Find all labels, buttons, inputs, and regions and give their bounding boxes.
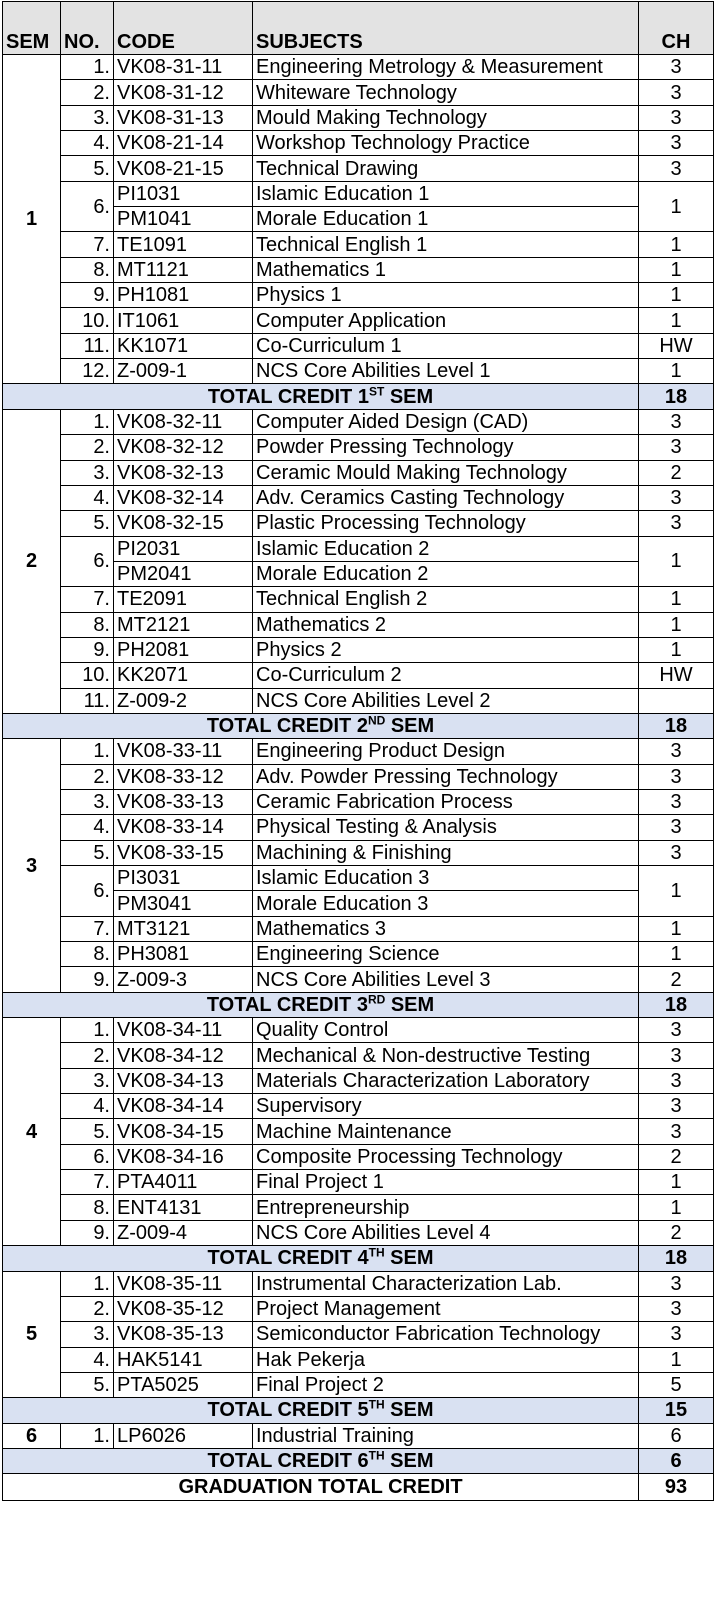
row-number: 8. (61, 942, 114, 967)
subject-name: Morale Education 2 (253, 561, 639, 586)
credit-hours: 3 (639, 409, 714, 434)
row-number: 11. (61, 688, 114, 713)
semester-number: 5 (3, 1271, 61, 1398)
subject-code: VK08-32-11 (114, 409, 253, 434)
row-number: 3. (61, 460, 114, 485)
row-number: 3. (61, 1322, 114, 1347)
graduation-total-value: 93 (639, 1474, 714, 1501)
credit-hours: 2 (639, 1144, 714, 1169)
semester-number: 4 (3, 1018, 61, 1246)
subject-code: PTA5025 (114, 1372, 253, 1397)
table-row (3, 612, 714, 637)
subject-code: PH2081 (114, 637, 253, 662)
total-label-suffix: SEM (384, 1450, 434, 1473)
subject-code: ENT4131 (114, 1195, 253, 1220)
subject-code: VK08-31-13 (114, 105, 253, 130)
credit-hours: 1 (639, 232, 714, 257)
row-number: 1. (61, 409, 114, 434)
row-number: 7. (61, 1170, 114, 1195)
total-label-suffix: SEM (384, 1399, 434, 1422)
table-row (3, 1372, 714, 1397)
credit-hours (639, 688, 714, 713)
subject-code: MT2121 (114, 612, 253, 637)
row-number: 6. (61, 1144, 114, 1169)
row-number: 11. (61, 333, 114, 358)
subject-code: VK08-32-13 (114, 460, 253, 485)
row-number: 6. (61, 181, 114, 232)
table-row (3, 308, 714, 333)
subject-code: VK08-35-11 (114, 1271, 253, 1296)
subject-code: VK08-21-14 (114, 131, 253, 156)
row-number: 6. (61, 536, 114, 587)
table-row (3, 1018, 714, 1043)
subject-name: Islamic Education 3 (253, 866, 639, 891)
subject-code: VK08-35-13 (114, 1322, 253, 1347)
total-label-suffix: SEM (384, 385, 434, 408)
credit-hours: 1 (639, 257, 714, 282)
subject-name: Final Project 2 (253, 1372, 639, 1397)
subject-code: VK08-33-14 (114, 815, 253, 840)
subject-name: Technical English 2 (253, 587, 639, 612)
subject-code: VK08-32-12 (114, 435, 253, 460)
semester-number: 3 (3, 739, 61, 992)
subject-code: VK08-34-16 (114, 1144, 253, 1169)
total-label-ordinal: TH (368, 1448, 385, 1463)
subject-name: Physical Testing & Analysis (253, 815, 639, 840)
subject-name: Workshop Technology Practice (253, 131, 639, 156)
semester-total-row (3, 992, 714, 1017)
credit-hours: 1 (639, 612, 714, 637)
semester-total-row (3, 384, 714, 409)
table-row (3, 764, 714, 789)
subject-code: VK08-33-13 (114, 789, 253, 814)
subject-name: Mathematics 1 (253, 257, 639, 282)
subject-name: Adv. Ceramics Casting Technology (253, 485, 639, 510)
credit-hours: 3 (639, 485, 714, 510)
subject-code: TE2091 (114, 587, 253, 612)
row-number: 9. (61, 283, 114, 308)
total-label-ordinal: ND (367, 713, 386, 728)
semester-total-value: 18 (639, 992, 714, 1017)
credit-hours: 1 (639, 1170, 714, 1195)
row-number: 7. (61, 587, 114, 612)
subject-name: Machining & Finishing (253, 840, 639, 865)
subject-code: KK2071 (114, 663, 253, 688)
header-subjects: SUBJECTS (253, 2, 639, 55)
credit-hours: 1 (639, 942, 714, 967)
table-row (3, 1068, 714, 1093)
row-number: 2. (61, 80, 114, 105)
semester-total-label (3, 992, 639, 1017)
semester-total-row (3, 713, 714, 738)
credit-hours: 3 (639, 815, 714, 840)
credit-hours: 1 (639, 181, 714, 232)
header-code: CODE (114, 2, 253, 55)
table-row (3, 1423, 714, 1448)
subject-code: VK08-32-14 (114, 485, 253, 510)
subject-name: Physics 1 (253, 283, 639, 308)
row-number: 1. (61, 739, 114, 764)
row-number: 1. (61, 1018, 114, 1043)
row-number: 4. (61, 131, 114, 156)
table-row (3, 587, 714, 612)
credit-hours: 3 (639, 435, 714, 460)
credit-hours: 3 (639, 1322, 714, 1347)
credit-hours: 3 (639, 131, 714, 156)
table-row (3, 283, 714, 308)
table-row (3, 1043, 714, 1068)
credit-hours: 3 (639, 156, 714, 181)
semester-total-value: 15 (639, 1398, 714, 1423)
subject-code: Z-009-3 (114, 967, 253, 992)
subject-name: Materials Characterization Laboratory (253, 1068, 639, 1093)
subject-code: VK08-33-12 (114, 764, 253, 789)
header-sem: SEM (3, 2, 61, 55)
subject-name: Morale Education 3 (253, 891, 639, 916)
row-number: 9. (61, 967, 114, 992)
semester-total-value: 18 (639, 384, 714, 409)
semester-total-label (3, 1398, 639, 1423)
table-row (3, 511, 714, 536)
credit-hours: 3 (639, 789, 714, 814)
subject-name: Powder Pressing Technology (253, 435, 639, 460)
credit-hours: 3 (639, 1043, 714, 1068)
table-row (3, 156, 714, 181)
row-number: 3. (61, 789, 114, 814)
total-label-suffix: SEM (385, 993, 435, 1016)
credit-hours: 3 (639, 55, 714, 80)
row-number: 3. (61, 105, 114, 130)
credit-hours: HW (639, 333, 714, 358)
subject-code: PM2041 (114, 561, 253, 586)
subject-name: Co-Curriculum 1 (253, 333, 639, 358)
graduation-total-row (3, 1474, 714, 1501)
subject-code: TE1091 (114, 232, 253, 257)
row-number: 4. (61, 1347, 114, 1372)
credit-hours: 1 (639, 637, 714, 662)
subject-name: Composite Processing Technology (253, 1144, 639, 1169)
subject-name: Computer Aided Design (CAD) (253, 409, 639, 434)
row-number: 12. (61, 359, 114, 384)
table-row (3, 80, 714, 105)
row-number: 5. (61, 1372, 114, 1397)
total-label-text: TOTAL CREDIT 3 (206, 993, 368, 1016)
subject-code: PM1041 (114, 207, 253, 232)
subject-code: MT3121 (114, 916, 253, 941)
total-label-ordinal: RD (367, 992, 386, 1007)
row-number: 5. (61, 840, 114, 865)
row-number: 1. (61, 55, 114, 80)
subject-code: PM3041 (114, 891, 253, 916)
row-number: 6. (61, 866, 114, 917)
total-label-text: TOTAL CREDIT 2 (206, 715, 368, 738)
subject-code: VK08-35-12 (114, 1296, 253, 1321)
table-row (3, 789, 714, 814)
subject-name: NCS Core Abilities Level 2 (253, 688, 639, 713)
subject-name: Islamic Education 1 (253, 181, 639, 206)
table-row (3, 688, 714, 713)
subject-code: VK08-21-15 (114, 156, 253, 181)
subject-code: HAK5141 (114, 1347, 253, 1372)
credit-hours: 2 (639, 460, 714, 485)
subject-name: Adv. Powder Pressing Technology (253, 764, 639, 789)
total-label-suffix: SEM (385, 715, 435, 738)
row-number: 1. (61, 1423, 114, 1448)
header-ch: CH (639, 2, 714, 55)
subject-name: Islamic Education 2 (253, 536, 639, 561)
subject-code: LP6026 (114, 1423, 253, 1448)
row-number: 5. (61, 156, 114, 181)
total-label-ordinal: TH (368, 1245, 385, 1260)
subject-name: Plastic Processing Technology (253, 511, 639, 536)
credit-hours: 3 (639, 511, 714, 536)
subject-code: Z-009-4 (114, 1220, 253, 1245)
subject-name: Mathematics 3 (253, 916, 639, 941)
credit-hours: 1 (639, 308, 714, 333)
table-row (3, 181, 714, 206)
subject-name: Engineering Metrology & Measurement (253, 55, 639, 80)
total-label-text: TOTAL CREDIT 1 (207, 385, 369, 408)
subject-code: VK08-31-11 (114, 55, 253, 80)
credit-hours: 3 (639, 1119, 714, 1144)
table-row (3, 840, 714, 865)
subject-code: PI3031 (114, 866, 253, 891)
semester-total-row (3, 1246, 714, 1271)
subject-code: IT1061 (114, 308, 253, 333)
table-row (3, 739, 714, 764)
subject-name: Entrepreneurship (253, 1195, 639, 1220)
credit-hours: 2 (639, 1220, 714, 1245)
semester-number: 6 (3, 1423, 61, 1448)
row-number: 2. (61, 435, 114, 460)
credit-hours: 1 (639, 1195, 714, 1220)
subject-code: PH1081 (114, 283, 253, 308)
credit-hours: 6 (639, 1423, 714, 1448)
table-row (3, 1220, 714, 1245)
table-row (3, 1195, 714, 1220)
table-row (3, 1094, 714, 1119)
table-row (3, 815, 714, 840)
subject-name: Final Project 1 (253, 1170, 639, 1195)
row-number: 10. (61, 308, 114, 333)
table-row (3, 460, 714, 485)
credit-hours: 1 (639, 536, 714, 587)
total-label-ordinal: ST (368, 383, 385, 398)
header-row (3, 2, 714, 55)
semester-total-value: 18 (639, 713, 714, 738)
table-row (3, 485, 714, 510)
semester-total-label (3, 1246, 639, 1271)
credit-hours: 3 (639, 1271, 714, 1296)
subject-name: Ceramic Mould Making Technology (253, 460, 639, 485)
semester-number: 2 (3, 409, 61, 713)
row-number: 5. (61, 1119, 114, 1144)
subject-name: Instrumental Characterization Lab. (253, 1271, 639, 1296)
table-row (3, 637, 714, 662)
table-row (3, 942, 714, 967)
subject-code: PI1031 (114, 181, 253, 206)
total-label-text: TOTAL CREDIT 5 (207, 1399, 369, 1422)
subject-name: Mould Making Technology (253, 105, 639, 130)
credit-hours: 3 (639, 1068, 714, 1093)
subject-name: Hak Pekerja (253, 1347, 639, 1372)
subject-name: NCS Core Abilities Level 4 (253, 1220, 639, 1245)
header-no: NO. (61, 2, 114, 55)
total-label-ordinal: TH (368, 1397, 385, 1412)
subject-code: MT1121 (114, 257, 253, 282)
subject-code: Z-009-2 (114, 688, 253, 713)
total-label-text: TOTAL CREDIT 4 (207, 1247, 369, 1270)
subject-name: Computer Application (253, 308, 639, 333)
table-row (3, 55, 714, 80)
total-label-text: TOTAL CREDIT 6 (207, 1450, 369, 1473)
row-number: 4. (61, 485, 114, 510)
row-number: 2. (61, 1043, 114, 1068)
credit-hours: 1 (639, 916, 714, 941)
table-row (3, 1322, 714, 1347)
semester-total-row (3, 1448, 714, 1473)
subject-code: VK08-33-15 (114, 840, 253, 865)
subject-name: Quality Control (253, 1018, 639, 1043)
row-number: 2. (61, 764, 114, 789)
row-number: 1. (61, 1271, 114, 1296)
subject-code: VK08-34-11 (114, 1018, 253, 1043)
subject-name: Engineering Science (253, 942, 639, 967)
subject-name: Engineering Product Design (253, 739, 639, 764)
row-number: 7. (61, 916, 114, 941)
row-number: 4. (61, 1094, 114, 1119)
table-row (3, 916, 714, 941)
table-row (3, 1296, 714, 1321)
credit-hours: 1 (639, 359, 714, 384)
row-number: 8. (61, 1195, 114, 1220)
row-number: 9. (61, 637, 114, 662)
table-row (3, 257, 714, 282)
credit-hours: 1 (639, 866, 714, 917)
semester-number: 1 (3, 55, 61, 384)
credit-hours: 1 (639, 1347, 714, 1372)
subject-name: Morale Education 1 (253, 207, 639, 232)
subject-code: VK08-32-15 (114, 511, 253, 536)
subject-code: Z-009-1 (114, 359, 253, 384)
credit-hours: 3 (639, 1018, 714, 1043)
subject-code: PTA4011 (114, 1170, 253, 1195)
table-row (3, 1170, 714, 1195)
subject-code: VK08-33-11 (114, 739, 253, 764)
row-number: 8. (61, 612, 114, 637)
semester-total-value: 6 (639, 1448, 714, 1473)
subject-name: Industrial Training (253, 1423, 639, 1448)
table-row (3, 1271, 714, 1296)
subject-name: Project Management (253, 1296, 639, 1321)
row-number: 8. (61, 257, 114, 282)
credit-hours: 3 (639, 840, 714, 865)
subject-name: Mathematics 2 (253, 612, 639, 637)
subject-name: Machine Maintenance (253, 1119, 639, 1144)
row-number: 2. (61, 1296, 114, 1321)
subject-code: VK08-34-14 (114, 1094, 253, 1119)
semester-total-label (3, 1448, 639, 1473)
subject-code: VK08-31-12 (114, 80, 253, 105)
subject-code: VK08-34-12 (114, 1043, 253, 1068)
subject-code: PI2031 (114, 536, 253, 561)
credit-hours: 1 (639, 587, 714, 612)
credit-hours: 3 (639, 80, 714, 105)
table-row (3, 1119, 714, 1144)
subject-name: Co-Curriculum 2 (253, 663, 639, 688)
table-row (3, 333, 714, 358)
subject-name: NCS Core Abilities Level 1 (253, 359, 639, 384)
credit-hours: 3 (639, 739, 714, 764)
table-row (3, 1347, 714, 1372)
table-row (3, 663, 714, 688)
subject-name: Physics 2 (253, 637, 639, 662)
row-number: 9. (61, 1220, 114, 1245)
table-row (3, 409, 714, 434)
table-row (3, 105, 714, 130)
semester-total-label (3, 713, 639, 738)
credit-hours: HW (639, 663, 714, 688)
graduation-total-label: GRADUATION TOTAL CREDIT (3, 1474, 639, 1501)
row-number: 4. (61, 815, 114, 840)
credit-hours: 2 (639, 967, 714, 992)
credit-hours: 3 (639, 764, 714, 789)
subject-name: Mechanical & Non-destructive Testing (253, 1043, 639, 1068)
table-row (3, 536, 714, 561)
subject-code: VK08-34-13 (114, 1068, 253, 1093)
semester-total-label (3, 384, 639, 409)
total-label-suffix: SEM (384, 1247, 434, 1270)
credit-hours: 3 (639, 1296, 714, 1321)
row-number: 3. (61, 1068, 114, 1093)
row-number: 5. (61, 511, 114, 536)
curriculum-table (2, 1, 714, 1501)
subject-name: Supervisory (253, 1094, 639, 1119)
credit-hours: 1 (639, 283, 714, 308)
subject-code: KK1071 (114, 333, 253, 358)
credit-hours: 5 (639, 1372, 714, 1397)
table-row (3, 131, 714, 156)
subject-name: Semiconductor Fabrication Technology (253, 1322, 639, 1347)
table-row (3, 359, 714, 384)
table-row (3, 435, 714, 460)
credit-hours: 3 (639, 105, 714, 130)
subject-code: PH3081 (114, 942, 253, 967)
row-number: 10. (61, 663, 114, 688)
subject-name: Ceramic Fabrication Process (253, 789, 639, 814)
subject-name: NCS Core Abilities Level 3 (253, 967, 639, 992)
subject-name: Whiteware Technology (253, 80, 639, 105)
semester-total-value: 18 (639, 1246, 714, 1271)
table-row (3, 967, 714, 992)
table-row (3, 1144, 714, 1169)
row-number: 7. (61, 232, 114, 257)
table-row (3, 232, 714, 257)
subject-code: VK08-34-15 (114, 1119, 253, 1144)
subject-name: Technical Drawing (253, 156, 639, 181)
semester-total-row (3, 1398, 714, 1423)
credit-hours: 3 (639, 1094, 714, 1119)
table-body (3, 55, 714, 1501)
table-row (3, 866, 714, 891)
subject-name: Technical English 1 (253, 232, 639, 257)
